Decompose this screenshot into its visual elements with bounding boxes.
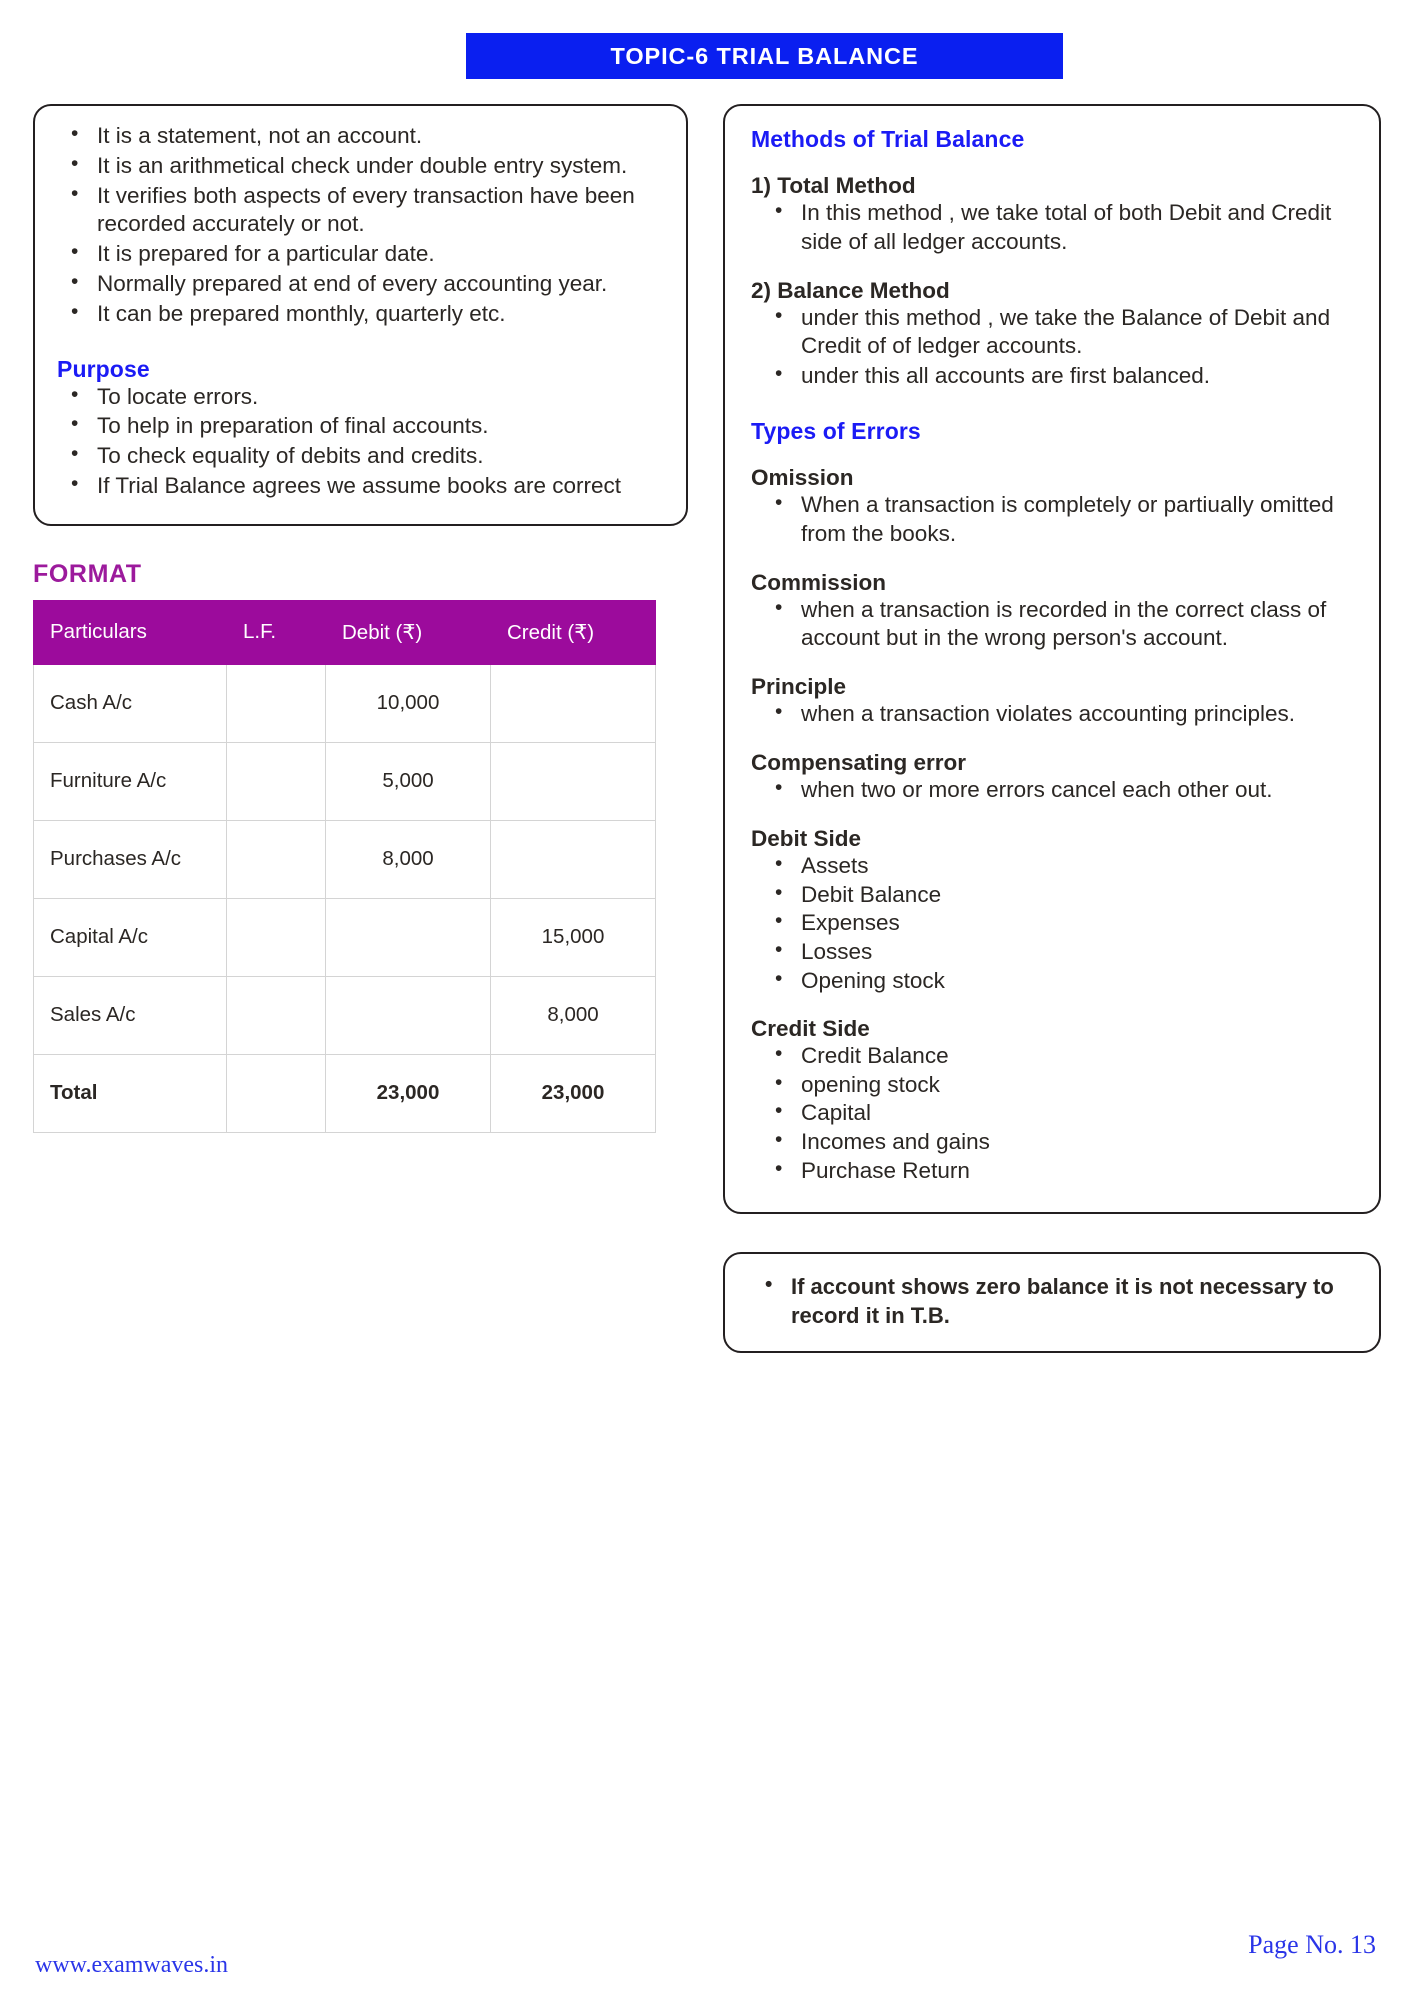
table-row bbox=[34, 820, 656, 898]
list-item: • If Trial Balance agrees we assume books are correct bbox=[57, 472, 664, 501]
credit-side-list bbox=[751, 1042, 1355, 1186]
table-row bbox=[34, 898, 656, 976]
list-item: • when a transaction is recorded in the correct class of account but in the wrong person's account. bbox=[751, 596, 1355, 654]
cell-credit bbox=[491, 742, 656, 820]
page-title: TOPIC-6 TRIAL BALANCE bbox=[610, 42, 919, 69]
total-method-list bbox=[751, 199, 1355, 257]
cell-lf bbox=[227, 1054, 326, 1132]
list-item: • Incomes and gains bbox=[751, 1128, 1355, 1157]
list-item: • To locate errors. bbox=[57, 383, 664, 412]
total-method-heading: 1) Total Method bbox=[751, 173, 916, 198]
cell-lf bbox=[227, 820, 326, 898]
list-item: • Debit Balance bbox=[751, 881, 1355, 910]
cell-debit: 23,000 bbox=[326, 1054, 491, 1132]
commission-list bbox=[751, 596, 1355, 654]
table-header-row bbox=[34, 600, 656, 664]
list-item: • To check equality of debits and credits. bbox=[57, 442, 664, 471]
cell-credit bbox=[491, 820, 656, 898]
cell-debit: 10,000 bbox=[326, 664, 491, 742]
list-item: • It is an arithmetical check under double entry system. bbox=[57, 152, 664, 181]
table-row bbox=[34, 976, 656, 1054]
cell-debit: 5,000 bbox=[326, 742, 491, 820]
table-total-row bbox=[34, 1054, 656, 1132]
debit-side-heading: Debit Side bbox=[751, 825, 862, 851]
cell-particulars: Sales A/c bbox=[34, 976, 227, 1054]
cell-particulars: Cash A/c bbox=[34, 664, 227, 742]
list-item: • If account shows zero balance it is not necessary to record it in T.B. bbox=[749, 1272, 1355, 1330]
cell-lf bbox=[227, 664, 326, 742]
methods-heading: Methods of Trial Balance bbox=[751, 126, 1025, 152]
cell-lf bbox=[227, 742, 326, 820]
purpose-heading: Purpose bbox=[57, 355, 150, 382]
features-list bbox=[57, 122, 664, 329]
credit-side-heading: Credit Side bbox=[751, 1015, 870, 1041]
list-item: • Normally prepared at end of every accounting year. bbox=[57, 270, 664, 299]
list-item: • when two or more errors cancel each other out. bbox=[751, 776, 1355, 805]
trial-balance-features-box bbox=[33, 104, 688, 526]
list-item: • under this all accounts are first balanced. bbox=[751, 362, 1355, 391]
cell-credit: 23,000 bbox=[491, 1054, 656, 1132]
table-row bbox=[34, 742, 656, 820]
compensating-error-heading: Compensating error bbox=[751, 749, 967, 775]
column-header-particulars: Particulars bbox=[34, 600, 227, 664]
types-of-errors-heading: Types of Errors bbox=[751, 417, 921, 444]
cell-particulars: Furniture A/c bbox=[34, 742, 227, 820]
table-row bbox=[34, 664, 656, 742]
methods-and-errors-box bbox=[723, 104, 1381, 1214]
cell-lf bbox=[227, 898, 326, 976]
zero-balance-note-box bbox=[723, 1252, 1381, 1353]
cell-credit: 15,000 bbox=[491, 898, 656, 976]
omission-heading: Omission bbox=[751, 464, 854, 490]
column-header-lf: L.F. bbox=[227, 600, 326, 664]
note-list bbox=[749, 1272, 1355, 1330]
cell-debit: 8,000 bbox=[326, 820, 491, 898]
commission-heading: Commission bbox=[751, 569, 887, 595]
column-header-debit: Debit (₹) bbox=[326, 600, 491, 664]
list-item: • Losses bbox=[751, 938, 1355, 967]
list-item: • Expenses bbox=[751, 909, 1355, 938]
cell-credit bbox=[491, 664, 656, 742]
cell-particulars: Purchases A/c bbox=[34, 820, 227, 898]
list-item: • It is a statement, not an account. bbox=[57, 122, 664, 151]
list-item: • Credit Balance bbox=[751, 1042, 1355, 1071]
footer-website[interactable]: www.examwaves.in bbox=[35, 1952, 229, 1978]
list-item: • It is prepared for a particular date. bbox=[57, 240, 664, 269]
list-item: • Assets bbox=[751, 852, 1355, 881]
format-section bbox=[33, 560, 688, 1133]
right-column bbox=[723, 104, 1381, 1353]
principle-list bbox=[751, 700, 1355, 729]
list-item: • In this method , we take total of both Debit and Credit side of all ledger accounts. bbox=[751, 199, 1355, 257]
left-column bbox=[33, 104, 688, 1133]
list-item: • To help in preparation of final accounts. bbox=[57, 412, 664, 441]
purpose-list bbox=[57, 383, 664, 501]
balance-method-list bbox=[751, 304, 1355, 391]
balance-method-heading: 2) Balance Method bbox=[751, 277, 950, 303]
cell-particulars: Total bbox=[34, 1054, 227, 1132]
cell-debit bbox=[326, 898, 491, 976]
page-title-banner bbox=[466, 33, 1063, 79]
list-item: • under this method , we take the Balance of Debit and Credit of of ledger accounts. bbox=[751, 304, 1355, 362]
footer-page-number: Page No. 13 bbox=[1248, 1930, 1376, 1959]
list-item: • Opening stock bbox=[751, 967, 1355, 996]
list-item: • opening stock bbox=[751, 1071, 1355, 1100]
principle-heading: Principle bbox=[751, 674, 847, 700]
compensating-error-list bbox=[751, 776, 1355, 805]
column-header-credit: Credit (₹) bbox=[491, 600, 656, 664]
list-item: • It can be prepared monthly, quarterly etc. bbox=[57, 300, 664, 329]
list-item: • It verifies both aspects of every transaction have been recorded accurately or not. bbox=[57, 182, 664, 240]
cell-debit bbox=[326, 976, 491, 1054]
list-item: • when a transaction violates accounting principles. bbox=[751, 700, 1355, 729]
debit-side-list bbox=[751, 852, 1355, 996]
cell-particulars: Capital A/c bbox=[34, 898, 227, 976]
cell-lf bbox=[227, 976, 326, 1054]
omission-list bbox=[751, 491, 1355, 549]
list-item: • Capital bbox=[751, 1099, 1355, 1128]
trial-balance-format-table bbox=[33, 600, 656, 1133]
cell-credit: 8,000 bbox=[491, 976, 656, 1054]
list-item: • Purchase Return bbox=[751, 1157, 1355, 1186]
format-heading: FORMAT bbox=[33, 559, 142, 588]
list-item: • When a transaction is completely or partiually omitted from the books. bbox=[751, 491, 1355, 549]
